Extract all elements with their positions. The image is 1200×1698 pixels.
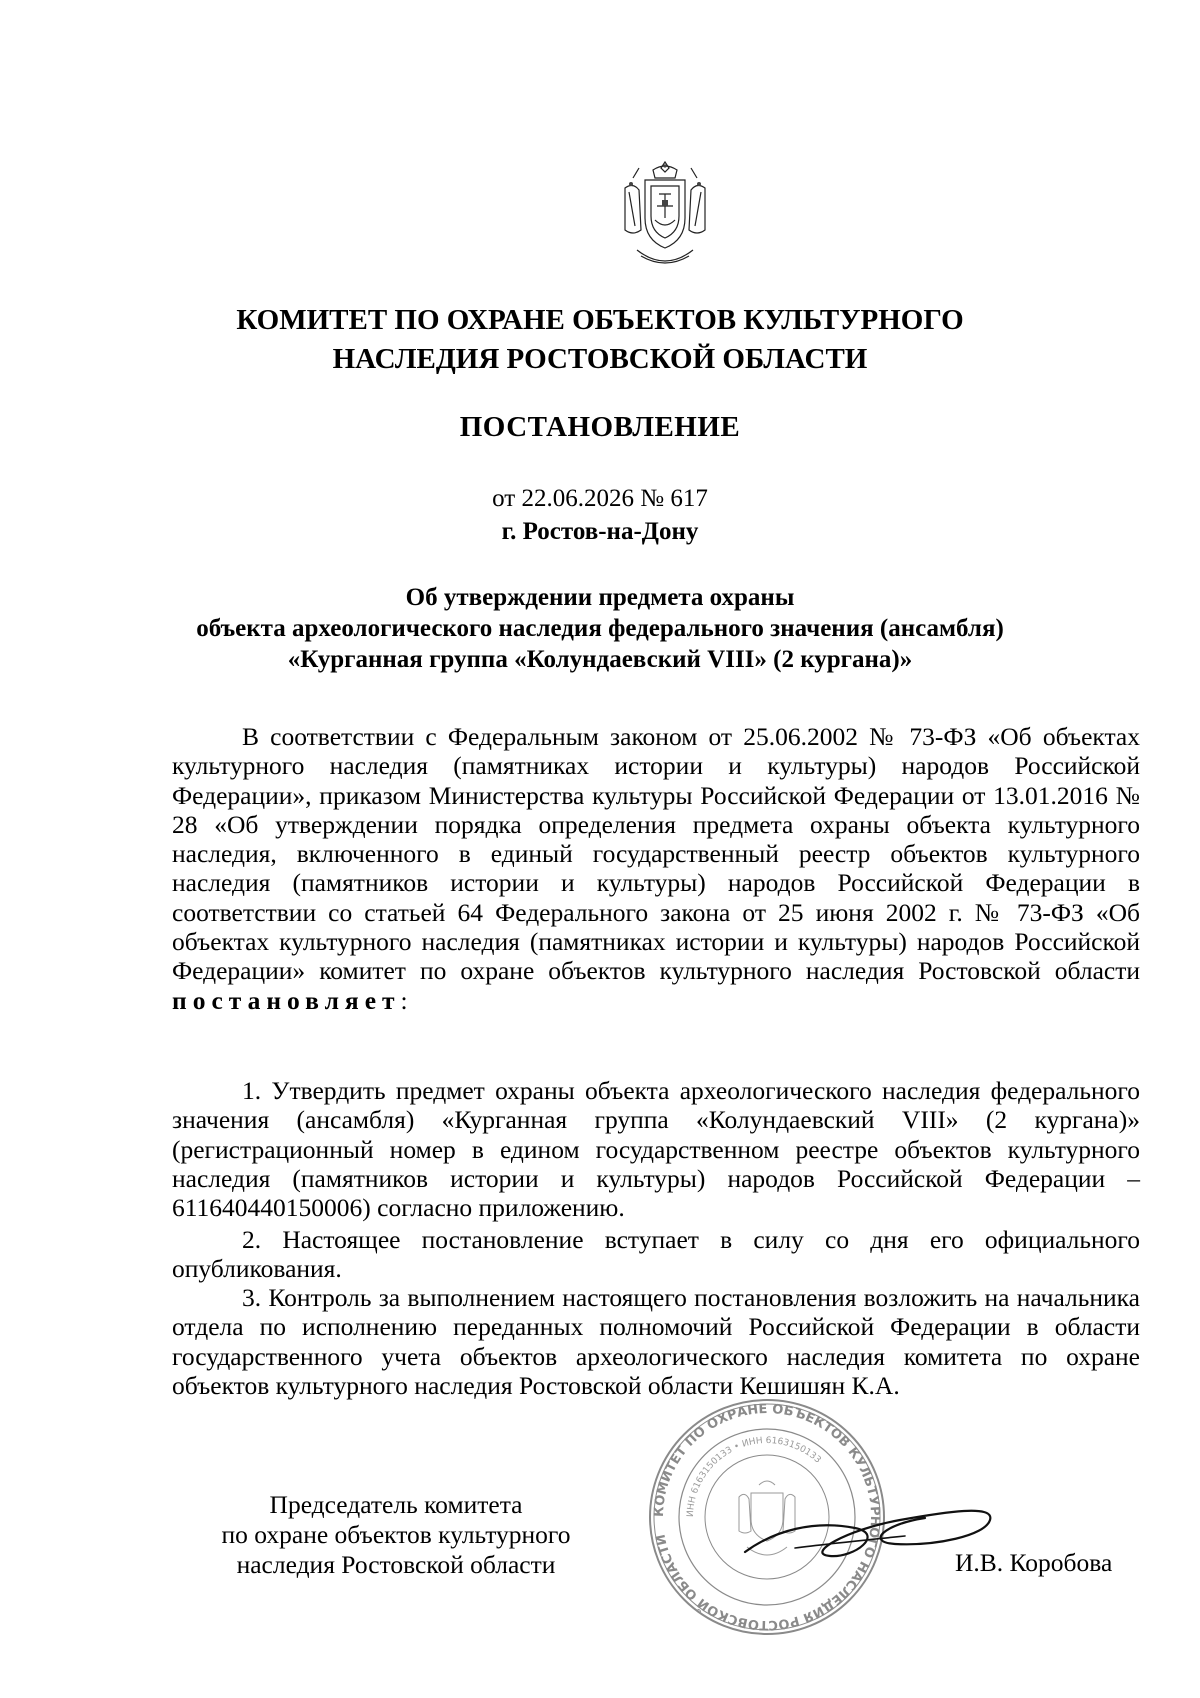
- document-city: г. Ростов-на-Дону: [501, 518, 699, 545]
- decree-colon: :: [400, 985, 408, 1015]
- coat-of-arms-icon: [615, 158, 715, 273]
- preamble-paragraph: [172, 722, 1140, 1015]
- preamble-text: В соответствии с Федеральным законом от 25.06.2002 № 73-ФЗ «Об объектах культурного наследия (памятниках истории и культуры) народов Российской Федерации», приказом Министерства культуры Российской Федерации от 13.01.2016 № 28 «Об утверждении порядка определения предмета охраны объекта культурного наследия, включенного в единый государственный реестр объектов культурного наследия (памятников истории и культуры) народов Российской Федерации в соответствии со статьей 64 Федерального закона от 25 июня 2002 г. № 73-ФЗ «Об объектах культурного наследия (памятниках истории и культуры) народов Российской Федерации» комитет по охране объектов культурного наследия Ростовской области: [172, 722, 1140, 986]
- clause-2: 2. Настоящее постановление вступает в силу со дня его официального опубликования.: [172, 1225, 1140, 1284]
- subject-line-1: Об утверждении предмета охраны: [405, 584, 795, 611]
- decree-word: постановляет: [172, 985, 401, 1015]
- signatory-position-line-3: наследия Ростовской области: [236, 1550, 556, 1579]
- document-type-title: ПОСТАНОВЛЕНИЕ: [459, 411, 741, 443]
- seal-outer-text: КОМИТЕТ ПО ОХРАНЕ ОБЪЕКТОВ КУЛЬТУРНОГО НАСЛЕДИЯ РОСТОВСКОЙ ОБЛАСТИ: [651, 1401, 883, 1633]
- subject-line-2: объекта археологического наследия федерального значения (ансамбля): [196, 615, 1004, 642]
- clause-3: 3. Контроль за выполнением настоящего постановления возложить на начальника отдела по исполнению переданных полномочий Российской Федерации в области государственного учета объектов археологического наследия комитета по охране объектов культурного наследия Ростовской области Кешишян К.А.: [172, 1283, 1140, 1400]
- signatory-name: И.В. Коробова: [955, 1548, 1113, 1577]
- signatory-position-line-2: по охране объектов культурного: [221, 1520, 571, 1549]
- document-date-number: от 22.06.2026 № 617: [492, 485, 708, 512]
- seal-inner-text: ИНН 6163150133 • ИНН 6163150133: [685, 1435, 823, 1518]
- clause-1: 1. Утвердить предмет охраны объекта археологического наследия федерального значения (ансамбля) «Курганная группа «Колундаевский VIII» (2 кургана)» (регистрационный номер в едином государственном реестре объектов культурного наследия (памятников истории и культуры) народов Российской Федерации – 611640440150006) согласно приложению.: [172, 1076, 1140, 1223]
- organization-name-line-1: КОМИТЕТ ПО ОХРАНЕ ОБЪЕКТОВ КУЛЬТУРНОГО: [236, 304, 964, 336]
- organization-name-line-2: НАСЛЕДИЯ РОСТОВСКОЙ ОБЛАСТИ: [332, 343, 868, 375]
- signatory-position-line-1: Председатель комитета: [269, 1490, 523, 1519]
- subject-line-3: «Курганная группа «Колундаевский VIII» (2 кургана)»: [287, 646, 913, 673]
- signatory-position: [186, 1490, 606, 1580]
